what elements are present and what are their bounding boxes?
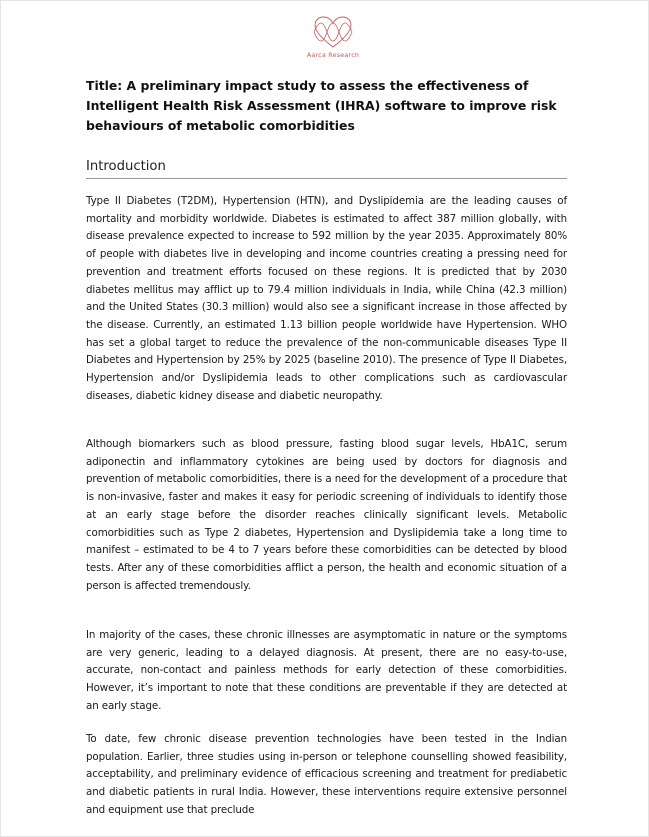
- paragraph: Although biomarkers such as blood pressure, fasting blood sugar levels, HbA1C, serum adiponectin and inflammatory cytokines are being used by doctors for diagnosis and prevention of metabolic comorbidities, there is a need for the development of a procedure that is non-invasive, faster and makes it easy for periodic screening of individuals to identify those at an early stage before the disorder reaches clinically significant levels. Metabolic comorbidities such as Type 2 diabetes, Hypertension and Dyslipidemia take a long time to manifest – estimated to be 4 to 7 years before these comorbidities can be detected by blood tests. After any of these comorbidities afflict a person, the health and economic situation of a person is affected tremendously.: [86, 438, 567, 592]
- logo: [297, 16, 369, 66]
- paragraph: Type II Diabetes (T2DM), Hypertension (HTN), and Dyslipidemia are the leading causes of mortality and morbidity worldwide. Diabetes is estimated to affect 387 million globally, with disease prevalence expected to increase to 592 million by the year 2035. Approximately 80% of people with diabetes live in developing and income countries creating a pressing need for prevention and treatment efforts focused on these regions. It is predicted that by 2030 diabetes mellitus may afflict up to 79.4 million individuals in India, while China (42.3 million) and the United States (30.3 million) would also see a significant increase in those affected by the disease. Currently, an estimated 1.13 billion people worldwide have Hypertension. WHO has set a global target to reduce the prevalence of the non-communicable diseases Type II Diabetes and Hypertension by 25% by 2025 (baseline 2010). The presence of Type II Diabetes, Hypertension and/or Dyslipidemia leads to other complications such as cardiovascular diseases, diabetic kidney disease and diabetic neuropathy.: [86, 195, 567, 402]
- document-title: Title: A preliminary impact study to assess the effectiveness of Intelligent Health Risk Assessment (IHRA) software to improve risk behaviours of metabolic comorbidities: [86, 78, 557, 133]
- logo-text: Aarca Research: [306, 51, 360, 59]
- aarca-heart-wave-icon: [313, 16, 353, 50]
- section-heading-introduction: Introduction: [86, 159, 166, 174]
- paragraph: In majority of the cases, these chronic illnesses are asymptomatic in nature or the symptoms are very generic, leading to a delayed diagnosis. At present, there are no easy-to-use, accurate, non-contact and painless methods for early detection of these comorbidities. However, it’s important to note that these conditions are preventable if they are detected at an early stage.: [86, 629, 567, 712]
- section-divider: [86, 178, 567, 179]
- paragraph: To date, few chronic disease prevention technologies have been tested in the Indian population. Earlier, three studies using in-person or telephone counselling showed feasibility, acceptability, and preliminary evidence of efficacious screening and treatment for prediabetic and diabetic patients in rural India. However, these interventions require extensive personnel and equipment use that preclude: [86, 733, 567, 816]
